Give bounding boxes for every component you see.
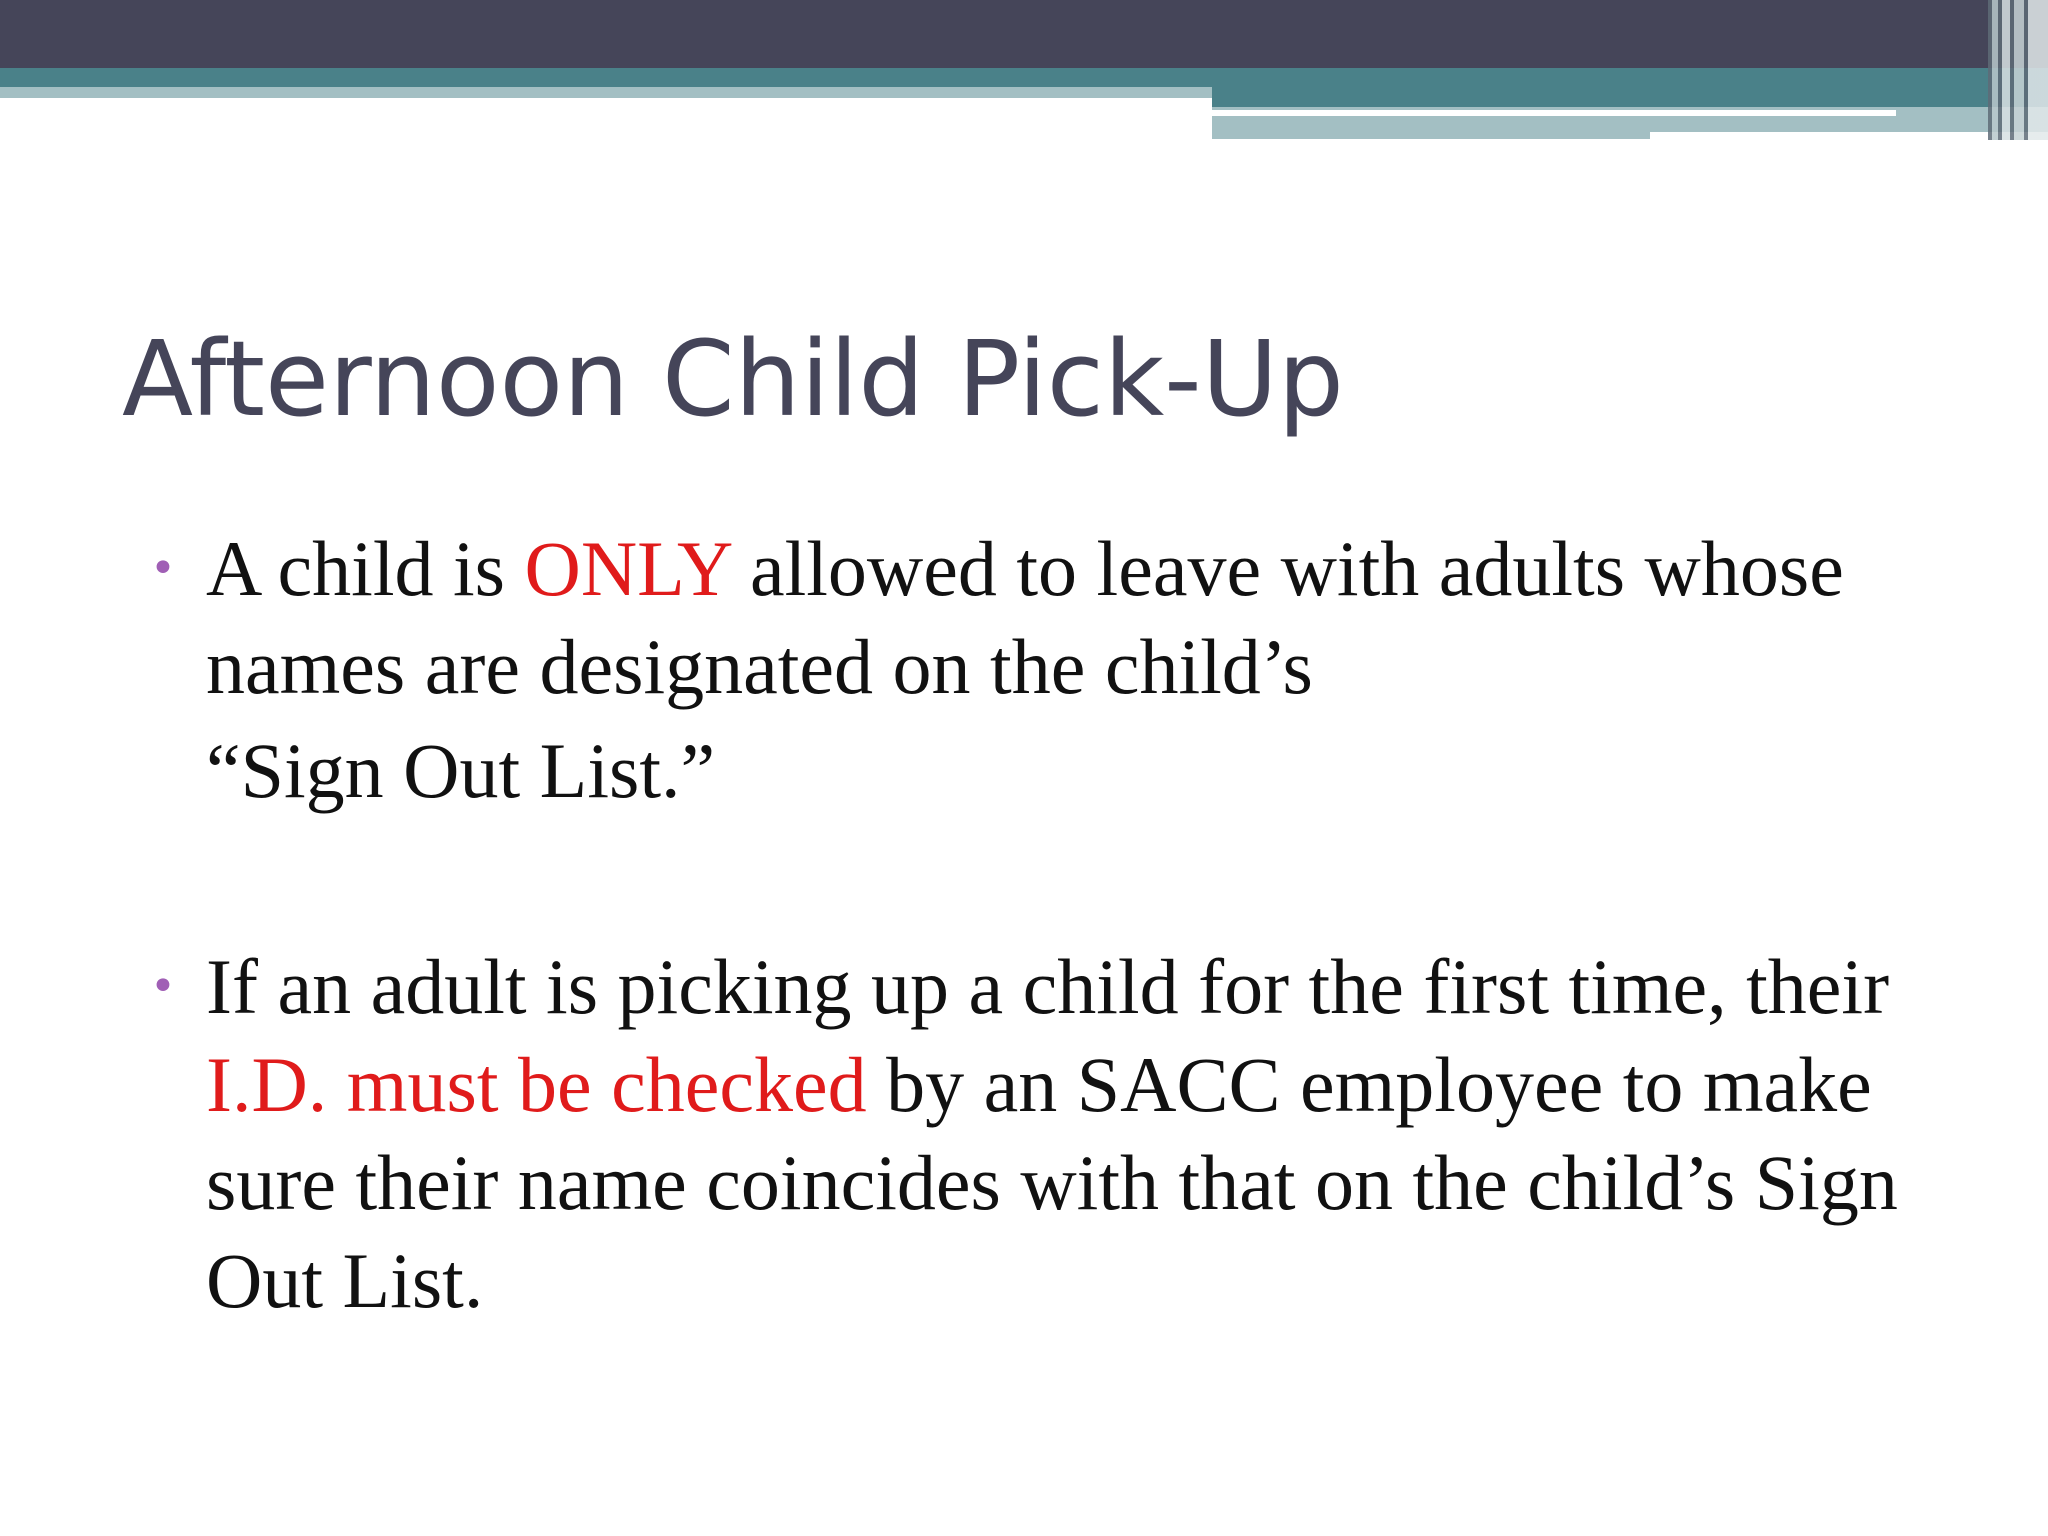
bullet-segment: by an SACC employee to make sure their name coincides with that on the child’s Sign Out List.: [206, 1041, 1898, 1324]
bullet-item: [150, 938, 1950, 1330]
bullet-segment: A child is: [206, 525, 525, 612]
header-band-dark: [0, 0, 2048, 68]
header-band-teal: [0, 68, 2048, 87]
bullet-icon: •: [150, 543, 176, 594]
header-edge-stripes: [1988, 0, 2048, 140]
bullet-segment: “Sign Out List.”: [206, 727, 716, 814]
slide-title: Afternoon Child Pick-Up: [122, 318, 1344, 440]
slide-body: [150, 520, 1950, 1330]
header-band-light: [0, 87, 1212, 98]
header-band-teal-step: [1212, 87, 2048, 107]
bullet-text: [206, 525, 1950, 820]
bullet-highlight: I.D. must be checked: [206, 1041, 867, 1128]
bullet-text: [206, 943, 1898, 1324]
header-divider-line: [1212, 110, 1896, 116]
bullet-item: [150, 520, 1950, 820]
bullet-segment: If an adult is picking up a child for the first time, their: [206, 943, 1890, 1030]
bullet-segment: allowed to leave with adults whose names are designated on the child’s: [206, 525, 1844, 710]
bullet-highlight: ONLY: [524, 525, 731, 612]
bullet-icon: •: [150, 961, 176, 1012]
